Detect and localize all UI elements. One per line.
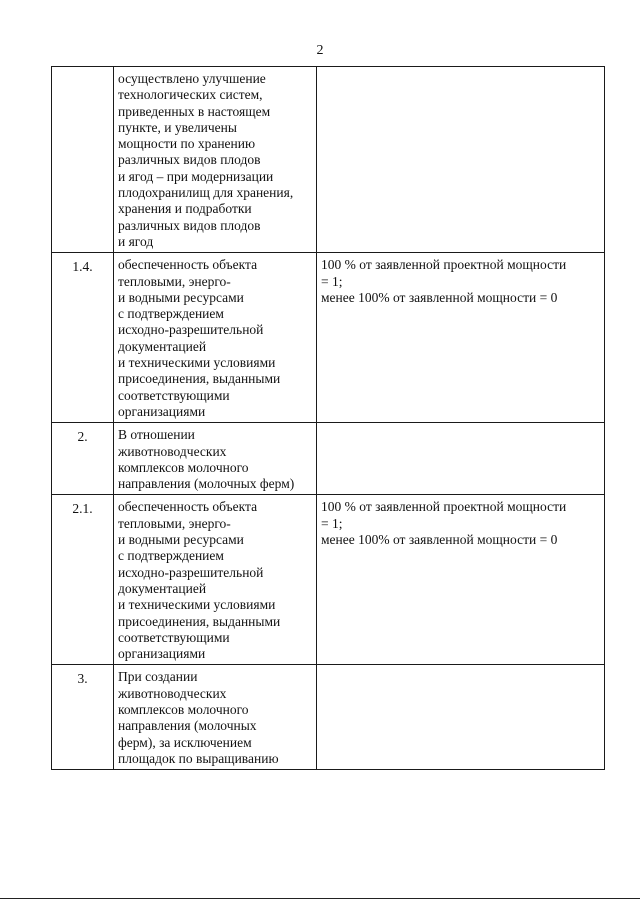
criterion-text-line: присоединения, выданными [118,371,281,387]
page-bottom-rule [0,898,640,899]
table-row [52,423,605,495]
criterion-text-line: животноводческих [118,685,227,701]
value-text-line: = 1; [321,515,343,531]
criterion-text-line: хранения и подработки [118,201,252,217]
table-row [52,665,605,770]
criterion-text-line: направления (молочных ферм) [118,476,295,492]
criterion-text-line: исходно-разрешительной [118,564,264,580]
table-row [52,495,605,665]
criterion-text-line: ферм), за исключением [118,734,252,750]
value-cell [317,423,605,495]
table-row [52,67,605,253]
row-number-cell [52,67,114,253]
criterion-text-line: животноводческих [118,443,227,459]
criterion-cell [114,665,317,770]
row-number: 2.1. [72,501,93,517]
criterion-text-line: организациями [118,646,206,662]
page-number: 2 [316,43,324,58]
row-number-cell [52,495,114,665]
row-number: 2. [77,429,88,445]
value-text-line: 100 % от заявленной проектной мощности [321,499,567,515]
value-cell [317,67,605,253]
criterion-text-line: и водными ресурсами [118,289,244,305]
criterion-cell [114,495,317,665]
criterion-text-line: обеспеченность объекта [118,499,258,515]
criteria-table [51,66,605,770]
value-text-line: менее 100% от заявленной мощности = 0 [321,532,558,548]
criterion-text-line: документацией [118,580,207,596]
criterion-cell [114,67,317,253]
criterion-text-line: приведенных в настоящем [118,103,271,119]
criterion-text-line: комплексов молочного [118,701,249,717]
table-row [52,253,605,423]
criterion-text-line: площадок по выращиванию [118,750,279,766]
criterion-text-line: комплексов молочного [118,459,249,475]
criterion-text-line: тепловыми, энерго- [118,515,231,531]
criterion-text-line: и техническими условиями [118,355,276,371]
criterion-text-line: пункте, и увеличены [118,119,237,135]
criterion-text-line: и техническими условиями [118,597,276,613]
value-cell [317,495,605,665]
value-cell [317,665,605,770]
criterion-text-line: присоединения, выданными [118,613,281,629]
criterion-text-line: тепловыми, энерго- [118,273,231,289]
row-number: 1.4. [72,259,93,275]
criteria-table-body [52,67,605,770]
row-number-cell [52,253,114,423]
row-number-cell [52,665,114,770]
criterion-text-line: соответствующими [118,629,230,645]
criterion-cell [114,423,317,495]
row-number-cell [52,423,114,495]
criterion-text-line: При создании [118,669,198,685]
criterion-cell [114,253,317,423]
criterion-text-line: с подтверждением [118,306,224,322]
criterion-text-line: В отношении [118,427,195,443]
value-text-line: = 1; [321,273,343,289]
criterion-text-line: направления (молочных [118,718,257,734]
criterion-text-line: различных видов плодов [118,152,261,168]
criterion-text-line: документацией [118,338,207,354]
criterion-text-line: осуществлено улучшение [118,71,266,86]
criterion-text-line: технологических систем, [118,87,263,103]
criterion-text-line: и ягод [118,233,154,249]
value-cell [317,253,605,423]
criterion-text-line: обеспеченность объекта [118,257,258,273]
criterion-text-line: и ягод – при модернизации [118,168,274,184]
row-number: 3. [77,671,88,687]
value-text-line: менее 100% от заявленной мощности = 0 [321,289,558,305]
criterion-text-line: соответствующими [118,387,230,403]
criterion-text-line: организациями [118,403,206,419]
criterion-text-line: и водными ресурсами [118,532,244,548]
criterion-text-line: различных видов плодов [118,217,261,233]
criterion-text-line: с подтверждением [118,548,224,564]
criterion-text-line: мощности по хранению [118,136,256,152]
criterion-text-line: плодохранилищ для хранения, [118,185,294,201]
value-text-line: 100 % от заявленной проектной мощности [321,257,567,273]
criterion-text-line: исходно-разрешительной [118,322,264,338]
